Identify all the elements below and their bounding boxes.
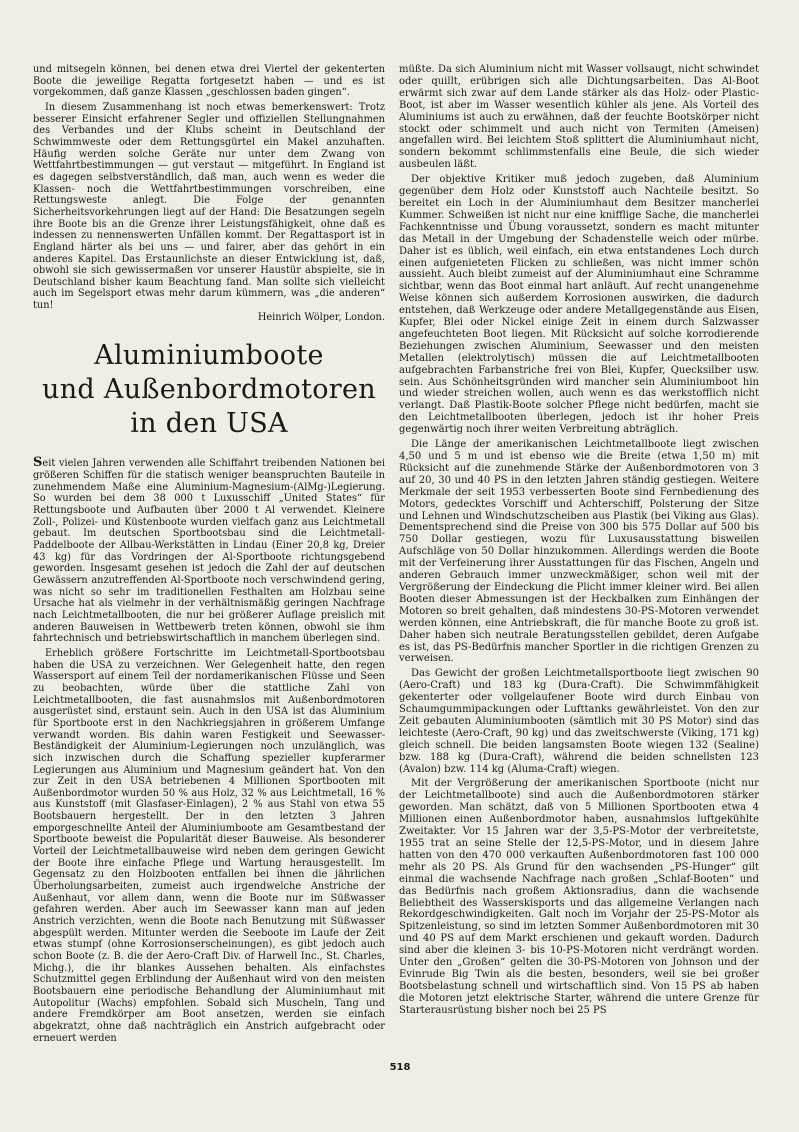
article-title-line-1: Aluminiumboote xyxy=(94,340,324,372)
continued-paragraph: müßte. Da sich Aluminium nicht mit Wasser vollsaugt, nicht schwindet oder quillt, erübrigen sich alle Dichtungsarbeiten. Das Al-Boot erwärmt sich zwar auf dem Lande stärker als das Holz- oder Plastic-Boot, ist aber im Wasser wesentlich kühler als jene. Als Vorteil des Aluminiums ist auch zu erwähnen, daß der feuchte Bootskörper nicht stockt oder schimmelt und auch nicht von Termiten (Ameisen) angefallen wird. Bei leichtem Stoß splittert die Aluminiumhaut nicht, sondern bekommt schlimmstenfalls eine Beule, die sich wieder ausbeulen läßt. xyxy=(399,64,759,171)
left-column xyxy=(33,64,385,1044)
paragraph-text: In diesem Zusammenhang ist noch etwas bemerkenswert: Trotz besserer Einsicht erfahrener Segler und offiziellen Stellungnahmen des Verbandes und der Klubs scheint in Deutschland der Schwimmweste oder dem Rettungsgürtel ein Makel anzuhaften. Häufig werden solche Geräte nur unter dem Zwang von Wettfahrtbestimmungen — gut verstaut — mitgeführt. In England ist es dagegen selbstverständlich, daß man, auch wenn es weder die Klassen- noch die Wettfahrtbestimmungen vorschreiben, eine Rettungsweste anlegt. Die Folge der genannten Sicherheitsvorkehrungen liegt auf der Hand: Die Besatzungen segeln ihre Boote bis an die Grenze ihrer Leistungsfähigkeit, ohne daß es indessen zu nennenswerten Unfällen kommt. Der Regattasport ist in England härter als bei uns — und fairer, aber das gehört in ein anderes Kapitel. Das Erstaunlichste an dieser Entwicklung ist, daß, obwohl sie sich gewissermaßen vor unserer Haustür abspielte, sie in Deutschland bisher kaum Beachtung fand. Man sollte sich vielleicht auch im Segelsport etwas mehr darum kümmern, was „die anderen“ tun! xyxy=(33,101,385,312)
paragraph: Erheblich größere Fortschritte im Leichtmetall-Sportbootsbau haben die USA zu verzeichnen. Wer Gelegenheit hatte, den regen Wassersport auf einem Teil der nordamerikanischen Flüsse und Seen zu beobachten, würde über die stattliche Zahl von Leichtmetallbooten, die fast ausnahmslos mit Außenbordmotoren ausgerüstet sind, erstaunt sein. Auch in den USA ist das Aluminium für Sportboote erst in den Nachkriegsjahren in größerem Umfange verwandt worden. Bis dahin waren Festigkeit und Seewasser-Beständigkeit der Aluminium-Legierungen noch unzulänglich, was sich inzwischen durch die Schaffung spezieller kupferarmer Legierungen aus Aluminium und Magnesium geändert hat. Von den zur Zeit in den USA betriebenen 4 Millionen Sportbooten mit Außenbordmotor wurden 50 % aus Holz, 32 % aus Leichtmetall, 16 % aus Kunststoff (mit Glasfaser-Einlagen), 2 % aus Stahl von etwa 55 Bootsbauern hergestellt. Der in den letzten 3 Jahren emporgeschnellte Anteil der Aluminiumboote am Gesamtbestand der Sportboote beweist die Popularität dieser Bauweise. Als besonderer Vorteil der Leichtmetallbauweise wird neben dem geringen Gewicht der Boote ihre einfache Pflege und Wartung herausgestellt. Im Gegensatz zu den Holzbooten entfallen bei ihnen die jährlichen Überholungsarbeiten, zumeist auch irgendwelche Anstriche der Außenhaut, vor allem dann, wenn die Boote nur im Süßwasser gefahren werden. Aber auch im Seewasser kann man auf jeden Anstrich verzichten, wenn die Boote nach Benutzung mit Süßwasser abgespült werden. Mitunter werden die Seeboote im Laufe der Zeit etwas stumpf (ohne Korrosionserscheinungen), es gibt jedoch auch schon Boote (z. B. die der Aero-Craft Div. of Harwell Inc., St. Charles, Michg.), die ihr blankes Aussehen behalten. Als einfachstes Schutzmittel gegen Erblindung der Außenhaut wird von den meisten Bootsbauern eine periodische Behandlung der Aluminiumhaut mit Autopolitur (Wachs) empfohlen. Sobald sich Muscheln, Tang und andere Fremdkörper am Boot ansetzen, werden sie einfach abgekratzt, ohne daß nachträglich ein Anstrich aufgebracht oder erneuert werden xyxy=(33,647,385,1044)
right-column xyxy=(399,64,759,1017)
article-intro-paragraph xyxy=(33,457,385,645)
paragraph-text: eit vielen Jahren verwenden alle Schiffahrt treibenden Nationen bei größeren Schiffen für die statisch weniger beanspruchten Bauteile in zunehmendem Maße eine Aluminium-Magnesium-(AlMg-)Legierung. So wurden bei dem 38 000 t Luxusschiff „United States“ für Rettungsboote und Aufbauten über 2000 t Al verwendet. Kleinere Zoll-, Polizei- und Küstenboote wurden vielfach ganz aus Leichtmetall gebaut. Im deutschen Sportbootsbau sind die Leichtmetall-Paddelboote der Allbau-Werkstätten in Lindau (Einer 20,8 kg, Dreier 43 kg) für das Vordringen der Al-Sportboote richtungsgebend geworden. Insgesamt gesehen ist jedoch die Zahl der auf deutschen Gewässern anzutreffenden Al-Sportboote noch verschwindend gering, was nicht so sehr im traditionellen Festhalten am Holzbau seine Ursache hat als vielmehr in der verhältnismäßig geringen Nachfrage nach Leichtmetallbooten, die nur bei größerer Auflage preislich mit anderen Bauweisen in Wettbewerb treten können, obwohl sie ihm fahrtechnisch und betriebswirtschaftlich in manchem überlegen sind. xyxy=(33,458,385,645)
article-heading xyxy=(33,339,385,441)
paragraph: Das Gewicht der großen Leichtmetallsportboote liegt zwischen 90 (Aero-Craft) und 183 kg (Dura-Craft). Die Schwimmfähigkeit gekenterter oder vollgelaufener Boote wird durch Einbau von Schaumgummipackungen oder Lufttanks gewährleistet. Von den zur Zeit gebauten Aluminiumbooten (sämtlich mit 30 PS Motor) sind das leichteste (Aero-Craft, 90 kg) und das zweitschwerste (Viking, 171 kg) gleich schnell. Die beiden langsamsten Boote wiegen 132 (Sealine) bzw. 188 kg (Dura-Craft), während die beiden schnellsten 123 (Avalon) bzw. 114 kg (Aluma-Craft) wiegen. xyxy=(399,668,759,775)
page-number: 518 xyxy=(389,1062,411,1073)
drop-cap: S xyxy=(33,455,43,471)
article-title-line-2: und Außenbordmotoren xyxy=(42,374,376,406)
paragraph xyxy=(33,102,385,323)
author-signature: Heinrich Wölper, London. xyxy=(257,311,385,323)
article-title-line-3: in den USA xyxy=(130,408,288,440)
paragraph: Der objektive Kritiker muß jedoch zugeben, daß Aluminium gegenüber dem Holz oder Kunststoff auch Nachteile besitzt. So bereitet ein Loch in der Aluminiumhaut dem Besitzer mancherlei Kummer. Schweißen ist nicht nur eine knifflige Sache, die mancherlei Fachkenntnisse und Übung voraussetzt, sondern es macht mitunter das Metall in der Umgebung der Schadenstelle weich oder mürbe. Daher ist es üblich, weil einfach, ein etwa entstandenes Loch durch einen aufgenieteten Flicken zu schließen, was nicht immer schön aussieht. Auch bleibt zumeist auf der Aluminiumhaut eine Schramme sichtbar, wenn das Boot einmal hart anläuft. Auf recht unangenehme Weise können sich außerdem Korrosionen auswirken, die dadurch entstehen, daß Werkzeuge oder andere Metallgegenstände aus Eisen, Kupfer, Blei oder Nickel einige Zeit in einem durch Salzwasser angefeuchteten Boot liegen. Mit Rücksicht auf solche korrodierende Beziehungen zwischen Aluminium, Seewasser und den meisten Metallen (elektrolytisch) müssen die auf Leichtmetallbooten aufgebrachten Farbanstriche frei von Blei, Kupfer, Quecksilber usw. sein. Aus Schönheitsgründen wird mancher sein Aluminiumboot hin und wieder streichen wollen, auch wenn es das werkstofflich nicht verlangt. Daß Plastik-Boote solcher Pflege nicht bedürfen, macht sie den Leichtmetallbooten überlegen, jedoch ist ihr hoher Preis gegenwärtig noch ihrer weiten Verbreitung abträglich. xyxy=(399,174,759,436)
paragraph: Mit der Vergrößerung der amerikanischen Sportboote (nicht nur der Leichtmetallboote) sind auch die Außenbordmotoren stärker geworden. Man schätzt, daß von 5 Millionen Sportbooten etwa 4 Millionen einen Außenbordmotor haben, ausnahmslos luftgekühlte Zweitakter. Vor 15 Jahren war der 3,5-PS-Motor der verbreitetste, 1955 trat an seine Stelle der 12,5-PS-Motor, und in diesem Jahre hatten von den 470 000 verkauften Außenbordmotoren fast 100 000 mehr als 20 PS. Als Grund für den wachsenden „PS-Hunger“ gilt einmal die wachsende Nachfrage nach großen „Schlaf-Booten“ und das Bedürfnis nach großem Aktionsradius, dann die wachsende Beliebtheit des Wasserskisports und das allgemeine Verlangen nach Rekordgeschwindigkeiten. Galt noch im Vorjahr der 25-PS-Motor als Spitzenleistung, so sind im letzten Sommer Außenbordmotoren mit 30 und 40 PS auf dem Markt erschienen und gekauft worden. Dadurch sind aber die kleinen 3- bis 10-PS-Motoren nicht verdrängt worden. Unter den „Großen“ gelten die 30-PS-Motoren von Johnson und der Evinrude Big Twin als die besten, besonders, weil sie bei großer Bootsbelastung schnell und wirtschaftlich sind. Von 15 PS ab haben die Motoren jetzt elektrische Starter, während die untere Grenze für Starterausrüstung bisher noch bei 25 PS xyxy=(399,778,759,1016)
paragraph: Die Länge der amerikanischen Leichtmetallboote liegt zwischen 4,50 und 5 m und ist ebenso wie die Breite (etwa 1,50 m) mit Rücksicht auf die zunehmende Stärke der Außenbordmotoren von 3 auf 20, 30 und 40 PS in den letzten Jahren ständig gestiegen. Weitere Merkmale der seit 1953 verbesserten Boote sind Fernbedienung des Motors, gedecktes Vorschiff und Achterschiff, Polsterung der Sitze und Lehnen und Windschutzscheiben aus Plastik (bei Viking aus Glas). Dementsprechend sind die Preise von 300 bis 575 Dollar auf 500 bis 750 Dollar gestiegen, wozu für Luxusausstattung bisweilen Aufschläge von 50 Dollar hinzukommen. Allerdings werden die Boote mit der Verfeinerung ihrer Ausstattungen für das Fischen, Angeln und anderen Gebrauch immer unzweckmäßiger, schon weil mit der Vergrößerung der Eindeckung die Plicht immer kleiner wird. Bei allen Booten dieser Abmessungen ist der Heckbalken zum Einhängen der Motoren so breit gehalten, daß mindestens 30-PS-Motoren verwendet werden können, eine Antriebskraft, die für manche Boote zu groß ist. Daher haben sich neutrale Beratungsstellen gebildet, deren Aufgabe es ist, das PS-Bedürfnis mancher Sportler in die richtigen Grenzen zu verweisen. xyxy=(399,439,759,665)
continued-paragraph: und mitsegeln können, bei denen etwa drei Viertel der gekenterten Boote die jeweilige Regatta fortgesetzt haben — und es ist vorgekommen, daß ganze Klassen „geschlossen baden gingen“. xyxy=(33,64,385,99)
